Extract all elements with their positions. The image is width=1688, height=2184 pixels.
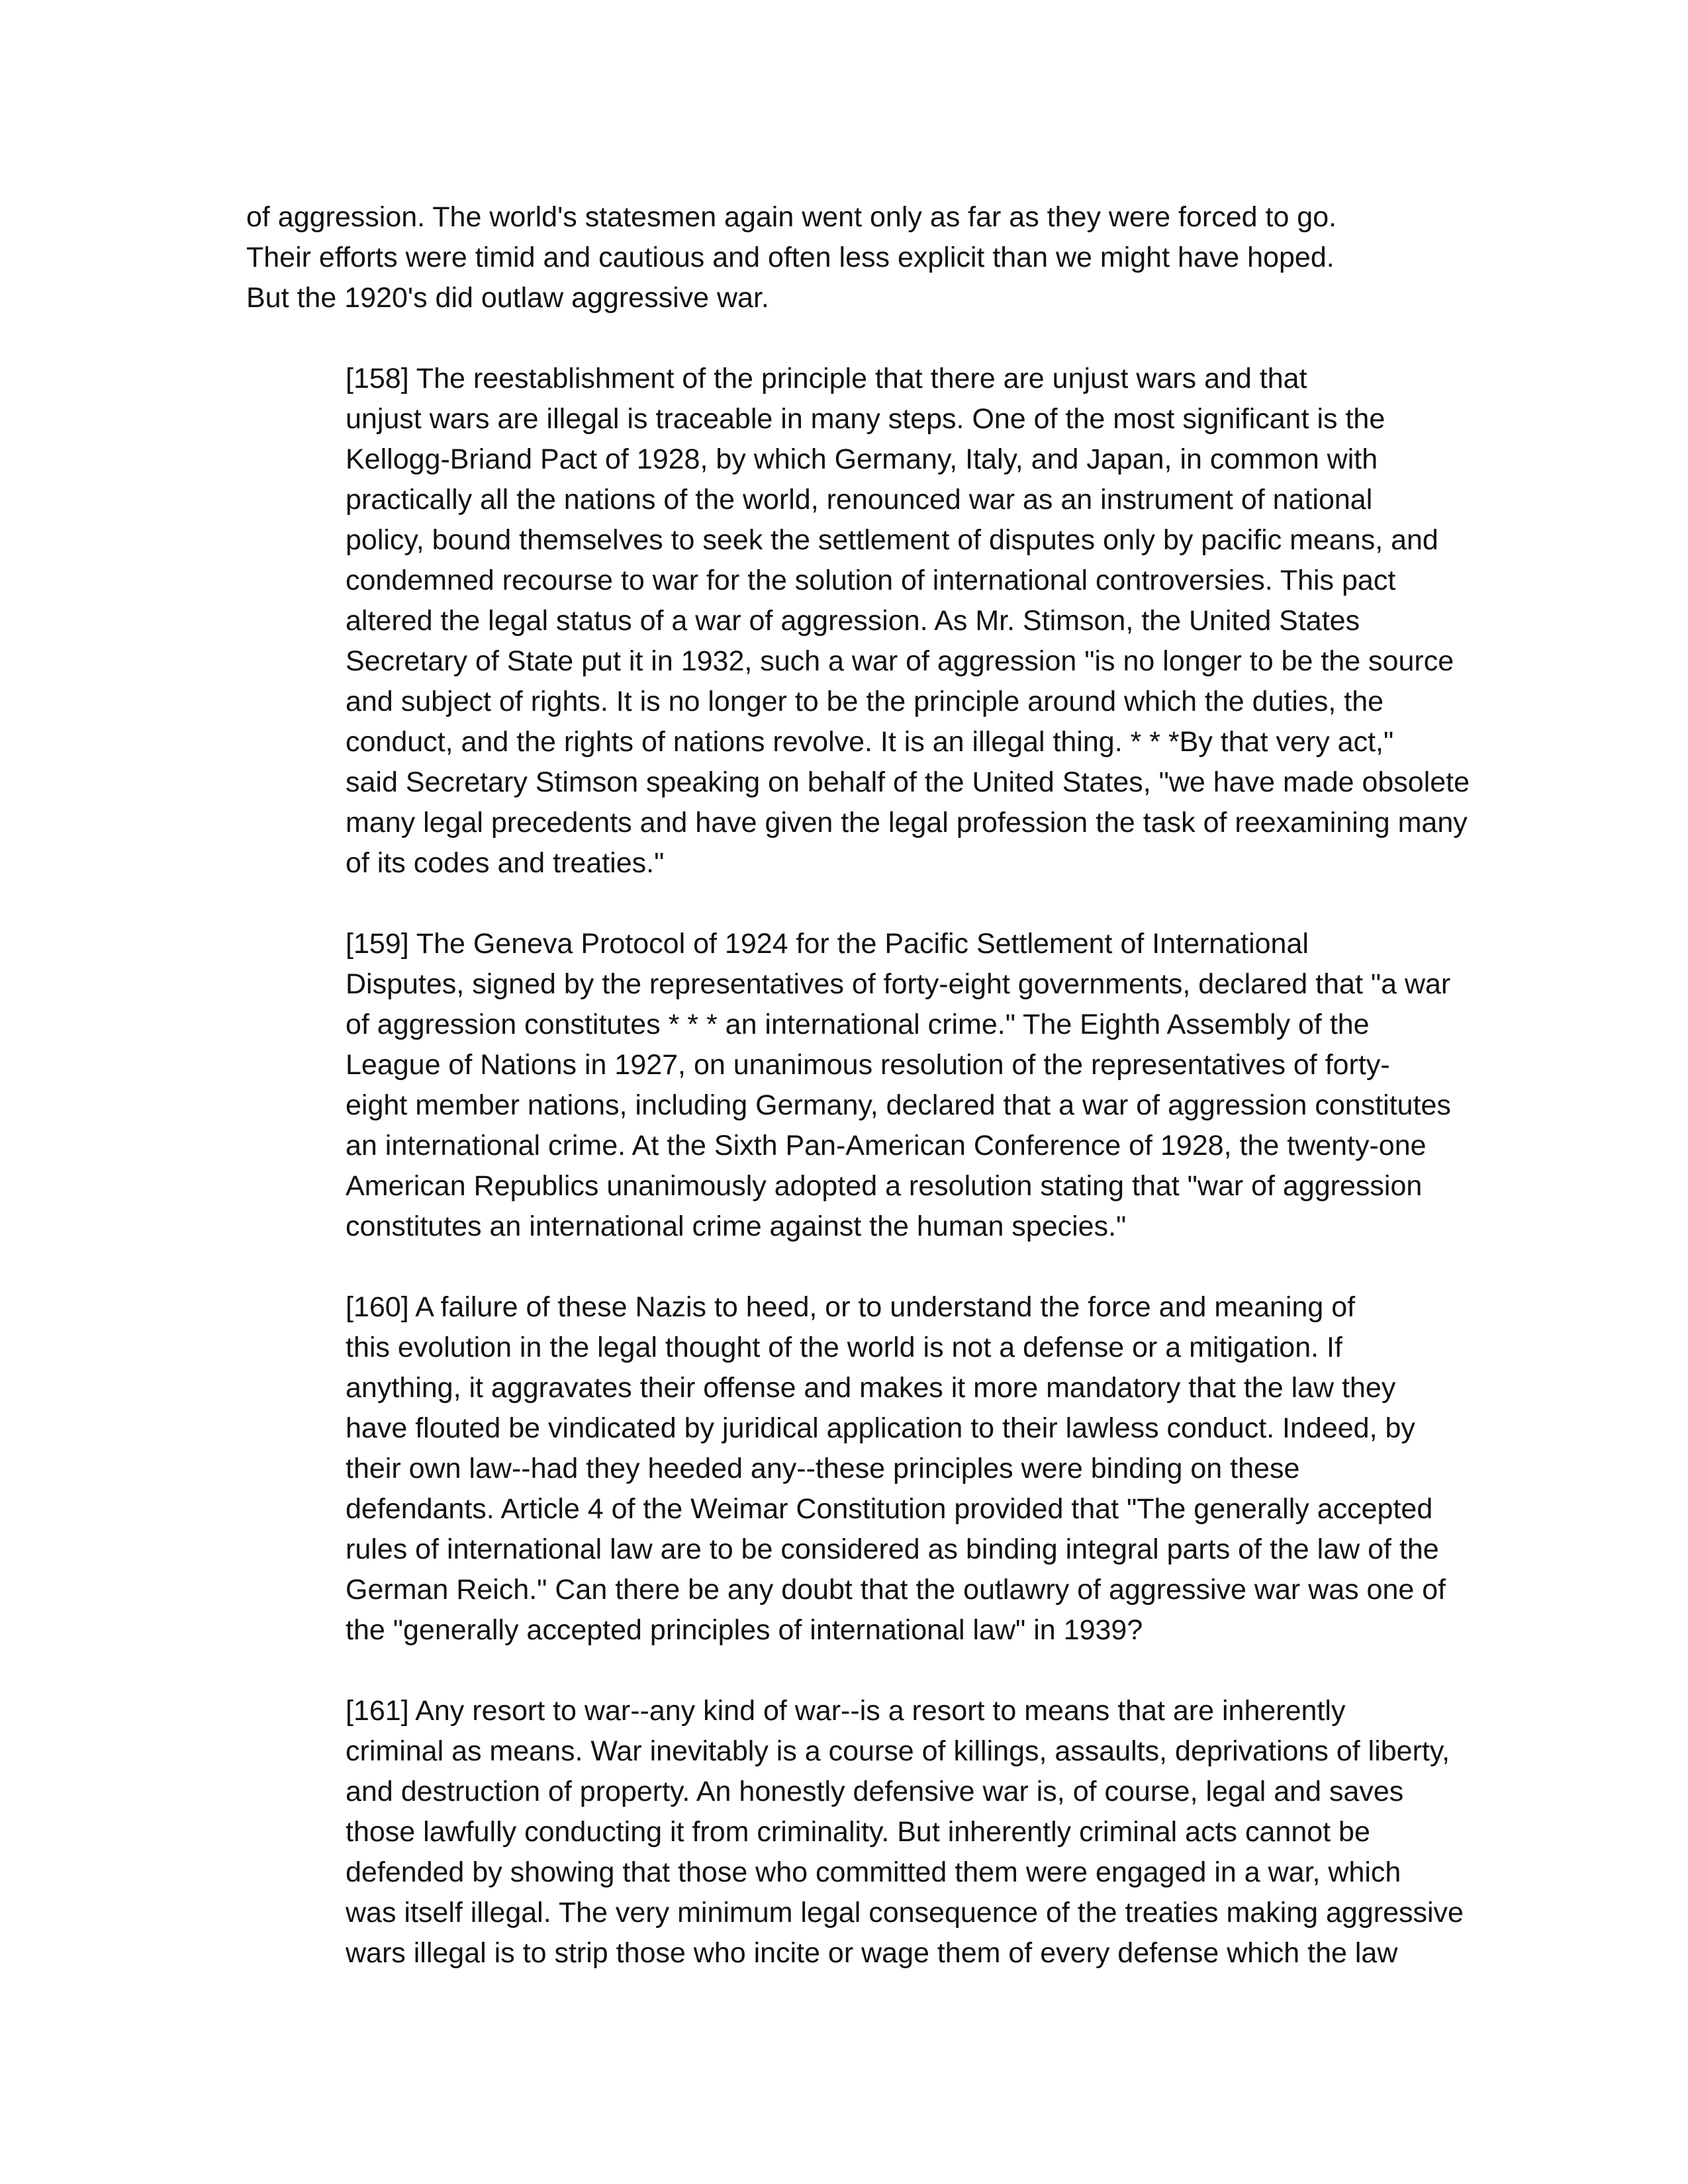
text-line: of its codes and treaties." <box>346 847 665 879</box>
text-line: those lawfully conducting it from criminality. But inherently criminal acts cannot be <box>346 1816 1370 1848</box>
text-line: of aggression constitutes * * * an international crime." The Eighth Assembly of the <box>346 1009 1370 1040</box>
paragraph-continuation <box>246 197 1451 318</box>
text-line: [161] Any resort to war--any kind of war--is a resort to means that are inherently <box>346 1695 1346 1727</box>
text-line: League of Nations in 1927, on unanimous resolution of the representatives of forty- <box>346 1049 1390 1081</box>
text-line: defendants. Article 4 of the Weimar Constitution provided that "The generally accepted <box>346 1493 1433 1525</box>
text-line: practically all the nations of the world, renounced war as an instrument of national <box>346 484 1373 516</box>
paragraph-161 <box>246 1691 1464 1974</box>
text-line: Kellogg-Briand Pact of 1928, by which Germany, Italy, and Japan, in common with <box>346 443 1378 475</box>
text-line: defended by showing that those who committed them were engaged in a war, which <box>346 1856 1401 1888</box>
paragraph-158 <box>246 359 1470 884</box>
text-line: Their efforts were timid and cautious and often less explicit than we might have hoped. <box>246 242 1335 273</box>
text-line: and subject of rights. It is no longer to be the principle around which the duties, the <box>346 686 1384 717</box>
text-line: this evolution in the legal thought of the world is not a defense or a mitigation. If <box>346 1332 1342 1363</box>
text-line: and destruction of property. An honestly defensive war is, of course, legal and saves <box>346 1776 1404 1807</box>
text-line: altered the legal status of a war of aggression. As Mr. Stimson, the United States <box>346 605 1360 637</box>
text-line: Secretary of State put it in 1932, such a war of aggression "is no longer to be the source <box>346 645 1454 677</box>
text-line: criminal as means. War inevitably is a course of killings, assaults, deprivations of liberty, <box>346 1735 1450 1767</box>
text-line: unjust wars are illegal is traceable in many steps. One of the most significant is the <box>346 403 1385 435</box>
text-line: their own law--had they heeded any--these principles were binding on these <box>346 1453 1300 1484</box>
text-line: [158] The reestablishment of the principle that there are unjust wars and that <box>346 363 1307 394</box>
text-line: But the 1920's did outlaw aggressive war. <box>246 282 769 314</box>
paragraph-160 <box>246 1287 1451 1651</box>
text-line: have flouted be vindicated by juridical application to their lawless conduct. Indeed, by <box>346 1412 1415 1444</box>
text-line: policy, bound themselves to seek the settlement of disputes only by pacific means, and <box>346 524 1438 556</box>
text-line: [160] A failure of these Nazis to heed, or to understand the force and meaning of <box>346 1291 1356 1323</box>
text-line: Disputes, signed by the representatives of forty-eight governments, declared that "a war <box>346 968 1451 1000</box>
text-line: was itself illegal. The very minimum legal consequence of the treaties making aggressive <box>346 1897 1464 1929</box>
text-line: rules of international law are to be considered as binding integral parts of the law of the <box>346 1533 1439 1565</box>
text-line: wars illegal is to strip those who incite or wage them of every defense which the law <box>346 1937 1398 1969</box>
text-line: anything, it aggravates their offense and makes it more mandatory that the law they <box>346 1372 1396 1404</box>
document-page <box>246 197 1470 2014</box>
text-line: many legal precedents and have given the legal profession the task of reexamining many <box>346 807 1468 839</box>
text-line: said Secretary Stimson speaking on behalf of the United States, "we have made obsolete <box>346 766 1470 798</box>
text-line: condemned recourse to war for the solution of international controversies. This pact <box>346 565 1396 596</box>
text-line: American Republics unanimously adopted a resolution stating that "war of aggression <box>346 1170 1423 1202</box>
text-line: of aggression. The world's statesmen again went only as far as they were forced to go. <box>246 201 1337 233</box>
text-line: [159] The Geneva Protocol of 1924 for the Pacific Settlement of International <box>346 928 1309 960</box>
text-line: constitutes an international crime against the human species." <box>346 1210 1127 1242</box>
text-line: conduct, and the rights of nations revolve. It is an illegal thing. * * *By that very act," <box>346 726 1394 758</box>
text-line: German Reich." Can there be any doubt that the outlawry of aggressive war was one of <box>346 1574 1446 1606</box>
text-line: eight member nations, including Germany, declared that a war of aggression constitutes <box>346 1089 1451 1121</box>
paragraph-159 <box>246 924 1451 1247</box>
text-line: the "generally accepted principles of international law" in 1939? <box>346 1614 1143 1646</box>
text-line: an international crime. At the Sixth Pan-American Conference of 1928, the twenty-one <box>346 1130 1427 1161</box>
